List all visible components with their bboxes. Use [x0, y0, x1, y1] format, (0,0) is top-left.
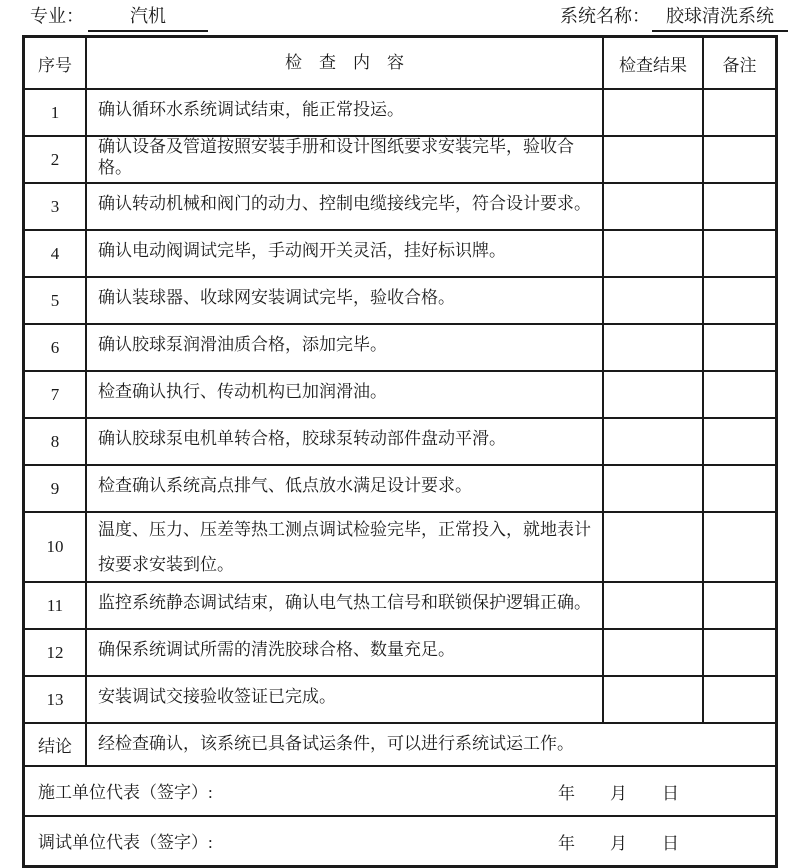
row-number: 6 — [50, 337, 60, 357]
remark-cell — [702, 630, 775, 675]
row-number: 9 — [50, 478, 60, 498]
col-header-no: 序号 — [38, 55, 72, 75]
table-row-3 — [25, 182, 775, 229]
remark-cell — [702, 231, 775, 276]
remark-cell — [702, 325, 775, 370]
remark-cell — [702, 278, 775, 323]
specialty-field — [30, 3, 208, 32]
conclusion-row — [25, 722, 775, 765]
check-result-cell — [602, 466, 702, 511]
conclusion-text: 经检查确认，该系统已具备试运条件，可以进行系统试运工作。 — [85, 724, 775, 765]
specialty-label: 专业： — [30, 6, 84, 26]
check-result-cell — [602, 372, 702, 417]
table-row-5 — [25, 276, 775, 323]
remark-cell — [702, 137, 775, 182]
check-content: 检查确认执行、传动机构已加润滑油。 — [85, 372, 602, 417]
row-number: 13 — [46, 689, 64, 709]
row-number: 11 — [46, 595, 64, 615]
remark-cell — [702, 466, 775, 511]
table-row-7 — [25, 370, 775, 417]
day-label: 日 — [662, 783, 679, 803]
check-result-cell — [602, 677, 702, 722]
remark-cell — [702, 419, 775, 464]
row-number: 8 — [50, 431, 60, 451]
remark-cell — [702, 513, 775, 581]
month-label: 月 — [610, 833, 627, 853]
row-number: 12 — [46, 642, 64, 662]
table-row-10 — [25, 511, 775, 581]
row-number: 3 — [50, 196, 60, 216]
col-header-content: 检 查 内 容 — [85, 38, 602, 88]
check-content: 确认循环水系统调试结束，能正常投运。 — [85, 90, 602, 135]
check-result-cell — [602, 90, 702, 135]
check-result-cell — [602, 231, 702, 276]
col-header-result: 检查结果 — [602, 38, 702, 88]
construction-signature-row — [25, 765, 775, 815]
table-row-9 — [25, 464, 775, 511]
check-content: 温度、压力、压差等热工测点调试检验完毕，正常投入，就地表计按要求安装到位。 — [85, 513, 602, 581]
check-result-cell — [602, 325, 702, 370]
check-content: 确认电动阀调试完毕，手动阀开关灵活，挂好标识牌。 — [85, 231, 602, 276]
month-label: 月 — [610, 783, 627, 803]
system-name-value: 胶球清洗系统 — [652, 3, 788, 32]
check-content: 检查确认系统高点排气、低点放水满足设计要求。 — [85, 466, 602, 511]
check-result-cell — [602, 583, 702, 628]
day-label: 日 — [662, 833, 679, 853]
col-header-remark: 备注 — [702, 38, 775, 88]
year-label: 年 — [558, 833, 575, 853]
table-header-row — [25, 38, 775, 88]
remark-cell — [702, 184, 775, 229]
check-content: 确认胶球泵电机单转合格，胶球泵转动部件盘动平滑。 — [85, 419, 602, 464]
table-row-8 — [25, 417, 775, 464]
remark-cell — [702, 90, 775, 135]
check-result-cell — [602, 419, 702, 464]
remark-cell — [702, 583, 775, 628]
commissioning-signature-row — [25, 815, 775, 865]
system-name-label: 系统名称： — [560, 6, 650, 26]
specialty-value: 汽机 — [88, 3, 208, 32]
table-row-2 — [25, 135, 775, 182]
check-result-cell — [602, 184, 702, 229]
row-number: 2 — [50, 149, 60, 169]
check-content: 确认转动机械和阀门的动力、控制电缆接线完毕，符合设计要求。 — [85, 184, 602, 229]
table-row-12 — [25, 628, 775, 675]
check-content: 确认设备及管道按照安装手册和设计图纸要求安装完毕，验收合格。 — [85, 137, 602, 182]
check-result-cell — [602, 513, 702, 581]
table-row-13 — [25, 675, 775, 722]
checklist-table — [22, 35, 778, 868]
commissioning-signature-label: 调试单位代表（签字）: — [38, 832, 213, 852]
row-number: 10 — [46, 537, 64, 556]
construction-signature-label: 施工单位代表（签字）: — [38, 782, 213, 802]
check-content: 安装调试交接验收签证已完成。 — [85, 677, 602, 722]
check-result-cell — [602, 137, 702, 182]
row-number: 4 — [50, 243, 60, 263]
row-number: 5 — [50, 290, 60, 310]
check-content: 确认胶球泵润滑油质合格，添加完毕。 — [85, 325, 602, 370]
check-result-cell — [602, 630, 702, 675]
remark-cell — [702, 677, 775, 722]
row-number: 7 — [50, 384, 60, 404]
table-row-6 — [25, 323, 775, 370]
check-result-cell — [602, 278, 702, 323]
check-content: 确认装球器、收球网安装调试完毕，验收合格。 — [85, 278, 602, 323]
table-row-1 — [25, 88, 775, 135]
row-number: 1 — [50, 102, 60, 122]
check-content: 确保系统调试所需的清洗胶球合格、数量充足。 — [85, 630, 602, 675]
remark-cell — [702, 372, 775, 417]
commissioning-date-fields — [558, 817, 679, 865]
table-row-11 — [25, 581, 775, 628]
table-row-4 — [25, 229, 775, 276]
check-content: 监控系统静态调试结束，确认电气热工信号和联锁保护逻辑正确。 — [85, 583, 602, 628]
construction-date-fields — [558, 767, 679, 815]
year-label: 年 — [558, 783, 575, 803]
system-name-field — [560, 3, 788, 32]
conclusion-label: 结论 — [38, 737, 72, 756]
